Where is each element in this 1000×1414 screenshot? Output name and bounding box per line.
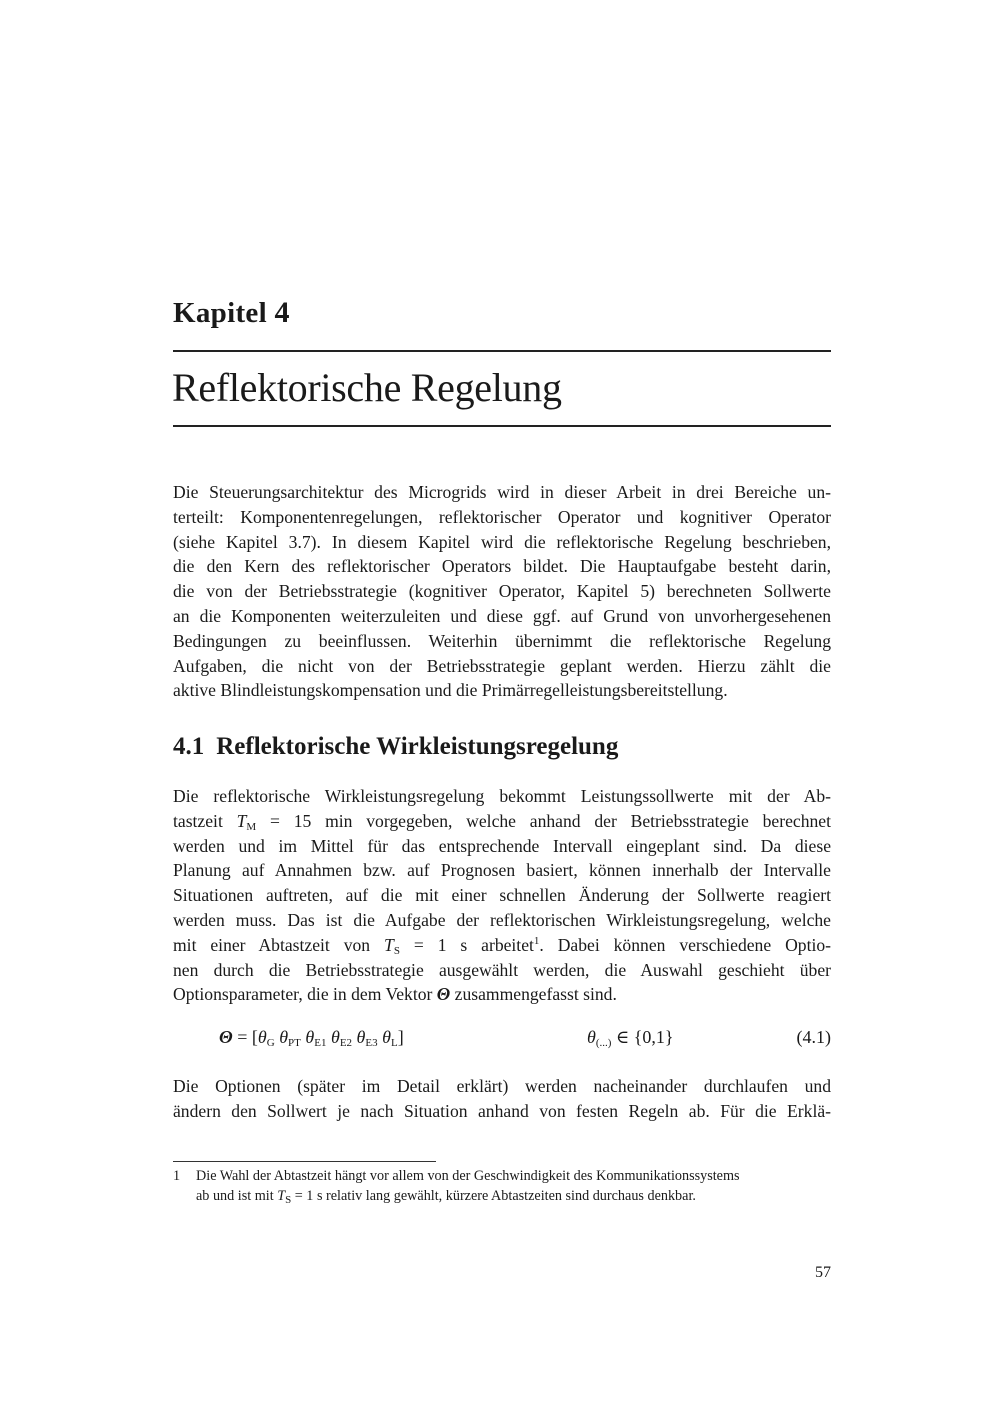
equation-body: [219, 1027, 404, 1048]
equation-number: (4.1): [796, 1027, 831, 1047]
subscript-S: S: [285, 1194, 292, 1206]
section-paragraph: [173, 784, 831, 1007]
equation-equals: = [: [232, 1027, 258, 1047]
paragraph-line: nen durch die Betriebsstrategie ausgewählt werden, die Auswahl geschieht über: [173, 959, 831, 980]
paragraph-line: werden muss. Das ist die Aufgabe der reflektorischen Wirkleistungsregelung, welche: [173, 909, 831, 930]
theta-subscript: E2: [339, 1037, 353, 1049]
chapter-label: [173, 296, 290, 330]
paragraph-line: aktive Blindleistungskompensation und die Primärregelleistungsbereitstellung.: [173, 680, 728, 701]
section-title-text: Reflektorische Wirkleistungsregelung: [216, 733, 619, 760]
chapter-title: Reflektorische Regelung: [172, 365, 562, 410]
paragraph-line: ändern den Sollwert je nach Situation anhand von festen Regeln ab. Für die Erklä-: [173, 1100, 831, 1121]
chapter-rule-top: [173, 350, 831, 352]
chapter-rule-bottom: [173, 425, 831, 427]
paragraph-line: an die Komponenten weiterzuleiten und diese ggf. auf Grund von unvorhergesehenen: [173, 605, 831, 626]
line-text: . Dabei können verschiedene Optio-: [539, 934, 831, 955]
section-number: 4.1: [173, 733, 205, 760]
paragraph-line: terteilt: Komponentenregelungen, reflektorischer Operator und kognitiver Operator: [173, 506, 831, 527]
footnote: [173, 1166, 831, 1206]
paragraph-line: werden und im Mittel für das entsprechende Intervall eingeplant sind. Da diese: [173, 835, 831, 856]
equation-4-1: [173, 1027, 831, 1055]
symbol-T: T: [384, 934, 394, 955]
footnote-body: [196, 1166, 831, 1206]
footnote-text: = 1 s relativ lang gewählt, kürzere Abtastzeiten sind durchaus denkbar.: [294, 1188, 696, 1204]
paragraph-line: [173, 982, 831, 1007]
theta-symbol: θ: [587, 1027, 596, 1047]
line-text: zusammengefasst sind.: [454, 984, 617, 1005]
closing-paragraph: [173, 1074, 831, 1124]
symbol-T: T: [236, 810, 247, 831]
equation-close-bracket: ]: [397, 1027, 404, 1047]
symbol-T: T: [277, 1188, 286, 1204]
symbol-theta-vector: Θ: [436, 984, 451, 1005]
paragraph-line: Bedingungen zu beeinflussen. Weiterhin übernimmt die reflektorische Regelung: [173, 630, 831, 651]
paragraph-line: die den Kern des reflektorischer Operators bildet. Die Hauptaufgabe besteht darin,: [173, 556, 831, 577]
theta-subscript: G: [266, 1037, 275, 1049]
paragraph-line: [173, 933, 831, 958]
footnote-marker[interactable]: 1: [533, 934, 540, 947]
theta-subscript: E3: [365, 1037, 378, 1049]
footnote-rule: [173, 1161, 436, 1162]
footnote-text: ab und ist mit: [196, 1188, 274, 1204]
theta-symbol: θ: [257, 1027, 267, 1047]
line-text: = 1 s arbeitet: [413, 934, 534, 955]
line-text: = 15 min vorgegeben, welche anhand der Betriebsstrategie berechnet: [270, 810, 831, 831]
section-heading: [173, 733, 618, 761]
footnote-number: 1: [173, 1168, 181, 1184]
intro-paragraph: [173, 480, 831, 703]
theta-subscript: (...): [595, 1037, 612, 1049]
page-number: 57: [815, 1264, 831, 1281]
theta-subscript: L: [390, 1037, 398, 1049]
chapter-number: 4: [274, 296, 290, 329]
condition-text: ∈ {0,1}: [611, 1027, 674, 1047]
theta-subscript: PT: [288, 1037, 301, 1049]
paragraph-line: (siehe Kapitel 3.7). In diesem Kapitel wird die reflektorische Regelung beschrieben,: [173, 531, 831, 552]
line-text: tastzeit: [173, 810, 223, 831]
theta-subscript: E1: [314, 1037, 327, 1049]
line-text: mit einer Abtastzeit von: [173, 934, 371, 955]
subscript-S: S: [393, 944, 400, 957]
equation-condition: [587, 1027, 674, 1048]
paragraph-line: die von der Betriebsstrategie (kognitiver Operator, Kapitel 5) berechneten Sollwerte: [173, 581, 831, 602]
paragraph-line: Die Optionen (später im Detail erklärt) werden nacheinander durchlaufen und: [173, 1076, 831, 1096]
paragraph-line: Aufgaben, die nicht von der Betriebsstrategie geplant werden. Hierzu zählt die: [173, 655, 831, 676]
equation-lhs: Θ: [219, 1027, 233, 1047]
paragraph-line: Die reflektorische Wirkleistungsregelung bekommt Leistungssollwerte mit der Ab-: [173, 786, 831, 806]
theta-symbol: θ: [330, 1027, 340, 1047]
footnote-line: [196, 1186, 831, 1206]
chapter-label-text: Kapitel: [173, 297, 267, 329]
paragraph-line: Situationen auftreten, auf die mit einer schnellen Änderung der Sollwerte reagiert: [173, 885, 831, 906]
subscript-M: M: [246, 820, 257, 833]
paragraph-line: Die Steuerungsarchitektur des Microgrids wird in dieser Arbeit in drei Bereiche un-: [173, 482, 831, 502]
line-text: Optionsparameter, die in dem Vektor: [173, 984, 433, 1005]
theta-symbol: θ: [356, 1027, 366, 1047]
paragraph-line: Planung auf Annahmen bzw. auf Prognosen basiert, können innerhalb der Intervalle: [173, 860, 831, 881]
theta-symbol: θ: [279, 1027, 289, 1047]
footnote-line: Die Wahl der Abtastzeit hängt vor allem von der Geschwindigkeit des Kommunikationssystems: [196, 1168, 740, 1184]
theta-symbol: θ: [382, 1027, 391, 1047]
paragraph-line: [173, 809, 831, 834]
theta-symbol: θ: [305, 1027, 315, 1047]
